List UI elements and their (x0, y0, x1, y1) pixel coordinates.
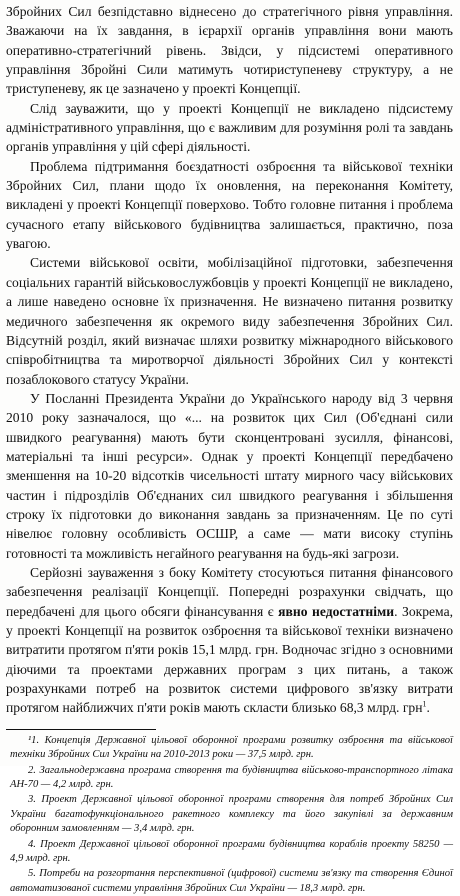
footnote: ¹1. Концепція Державної цільової оборонної програми розвитку озброєння та військової техніки Збройних Сил України на 2010-2013 роки — 37,5 млрд. грн. (10, 734, 453, 761)
footnote: 2. Загальнодержавна програма створення та будівництва військово-транспортного літака АН-70 — 4,2 млрд. грн. (10, 764, 453, 790)
footnote-separator (6, 729, 156, 730)
footnote: 3. Проект Державної цільової оборонної програми створення для потреб Збройних Сил України багатофункціонального ракетного комплексу та його закупівлі за державним оборонним замовленням — 3,4 млрд. грн. (10, 794, 453, 835)
text-run: . (426, 700, 430, 716)
bold-phrase: явно недостатніми (278, 603, 395, 619)
paragraph: Збройних Сил безпідставно віднесено до стратегічного рівня управління. Зважаючи на їх завдання, в ієрархії органів управління вони мають оперативно-стратегічний рівень. Звідси, у підсистемі оперативного управління Збройні Сили матимуть чотириступеневу структуру, а не триступеневу, як це зазначено у проекті Концепції. (6, 4, 453, 97)
main-text (6, 2, 453, 718)
footnote: 4. Проект Державної цільової оборонної програми будівництва кораблів проекту 58250 — 4,9 млрд. грн. (10, 838, 453, 864)
footnote-marker: 1 (422, 699, 427, 709)
footnote: 5. Потреби на розгортання перспективної (цифрової) системи зв'язку та створення Єдиної автоматизованої системи управління Збройних Сил України — 18,3 млрд. грн. (10, 868, 453, 894)
text-run: Серйозні зауваження з боку Комітету стосуються питання фінансового забезпечення реалізації Концепції. Попередні розрахунки свідчать, що передбачені для цього обсяги фінансування є (6, 564, 453, 619)
paragraph: Слід зауважити, що у проекті Концепції не викладено підсистему адміністративного управління, що є важливим для розуміння ролі та завдань органів управління у цій сфері діяльності. (6, 100, 453, 155)
paragraph-financing (6, 563, 453, 718)
text-run: . Зокрема, у проекті Концепції на розвиток озброєння та військової техніки визначено витратити протягом п'яти років 15,1 млрд. грн. Водночас згідно з основними діючими та проектами державних програм з цих питань, а також розрахунками потреб на розвиток системи цифрового зв'язку витрати протягом найближчих п'яти років мають скласти близько 68,3 млрд. грн (6, 603, 453, 716)
paragraph: Проблема підтримання боєздатності озброєння та військової техніки Збройних Сил, плани щодо їх оновлення, на переконання Комітету, викладені у проекті Концепції поверхово. Тобто головне питання і проблема сучасного етапу військового будівництва залишається, практично, поза увагою. (6, 158, 453, 252)
paragraph: У Посланні Президента України до Українського народу від 3 червня 2010 року зазначалося, що «... на розвиток цих Сил (Об'єднані сили швидкого реагування) мають бути сконцентровані зусилля, фінансові, матеріальні та інші ресурси». Однак у проекті Концепції передбачено зменшення на 10-20 відсотків чисельності штату мирного часу військових частин і підрозділів Об'єднаних сил швидкого реагування і збільшення строку їх підготовки до виконання завдань за призначенням. Це по суті нівелює головну особливість ОСШР, а саме — мати високу ступінь готовності та можливість негайного реагування на будь-які загрози. (6, 390, 453, 561)
footnotes (6, 734, 453, 896)
paragraph: Системи військової освіти, мобілізаційної підготовки, забезпечення соціальних гарантій військовослужбовців у проекті Концепції не викладено, а лише наведено основне їх призначення. Не визначено питання розвитку медичного забезпечення як окремого виду забезпечення Збройних Сил. Відсутній розділ, який визначає шляхи розвитку міжнародного військового співробітництва та миротворчої діяльності Збройних Сил у контексті позаблокового статусу України. (6, 255, 453, 387)
